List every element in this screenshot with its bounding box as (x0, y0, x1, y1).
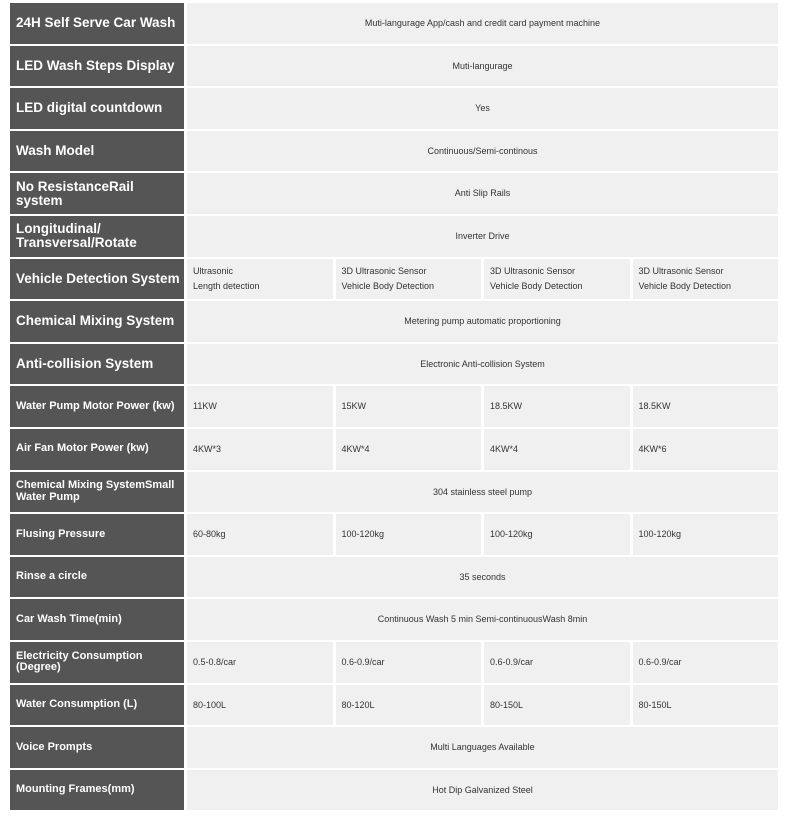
row-values (187, 131, 778, 172)
row-label: Anti-collision System (10, 344, 184, 385)
value-cell: 4KW*4 (484, 429, 630, 470)
value-cell: Muti-langurage App/cash and credit card payment machine (187, 3, 778, 44)
value-cell: Muti-langurage (187, 46, 778, 87)
value-cell: 0.6-0.9/car (484, 642, 630, 683)
row-label: Voice Prompts (10, 727, 184, 768)
value-cell: 0.5-0.8/car (187, 642, 333, 683)
value-cell: 15KW (336, 386, 482, 427)
table-row (10, 770, 778, 811)
row-label: Longitudinal/ Transversal/Rotate (10, 216, 184, 257)
value-cell: Yes (187, 88, 778, 129)
table-row (10, 46, 778, 87)
row-label: No ResistanceRail system (10, 173, 184, 214)
row-label: LED digital countdown (10, 88, 184, 129)
value-cell: 11KW (187, 386, 333, 427)
row-label: Car Wash Time(min) (10, 599, 184, 640)
row-values (187, 599, 778, 640)
table-row (10, 216, 778, 257)
value-cell: 80-150L (484, 685, 630, 726)
row-label: Mounting Frames(mm) (10, 770, 184, 811)
value-cell: 18.5KW (484, 386, 630, 427)
value-cell: 60-80kg (187, 514, 333, 555)
value-cell: Ultrasonic Length detection (187, 259, 333, 300)
value-cell: 80-100L (187, 685, 333, 726)
value-cell: 4KW*3 (187, 429, 333, 470)
value-cell: Inverter Drive (187, 216, 778, 257)
value-cell: 3D Ultrasonic Sensor Vehicle Body Detection (336, 259, 482, 300)
table-row (10, 599, 778, 640)
row-label: Rinse a circle (10, 557, 184, 598)
value-cell: 4KW*6 (633, 429, 779, 470)
table-row (10, 344, 778, 385)
value-cell: 4KW*4 (336, 429, 482, 470)
row-values (187, 173, 778, 214)
row-values (187, 259, 778, 300)
value-cell: Continuous Wash 5 min Semi-continuousWash 8min (187, 599, 778, 640)
table-row (10, 557, 778, 598)
value-cell: 18.5KW (633, 386, 779, 427)
row-label: Electricity Consumption (Degree) (10, 642, 184, 683)
spec-table (10, 3, 778, 812)
value-cell: 100-120kg (484, 514, 630, 555)
row-label: Air Fan Motor Power (kw) (10, 429, 184, 470)
value-cell: 0.6-0.9/car (633, 642, 779, 683)
row-values (187, 216, 778, 257)
table-row (10, 514, 778, 555)
row-values (187, 3, 778, 44)
value-cell: Multi Languages Available (187, 727, 778, 768)
row-values (187, 727, 778, 768)
table-row (10, 685, 778, 726)
table-row (10, 386, 778, 427)
row-label: Flusing Pressure (10, 514, 184, 555)
row-values (187, 472, 778, 513)
row-label: Chemical Mixing System (10, 301, 184, 342)
table-row (10, 131, 778, 172)
table-row (10, 173, 778, 214)
value-cell: 3D Ultrasonic Sensor Vehicle Body Detection (484, 259, 630, 300)
table-row (10, 727, 778, 768)
row-label: Water Consumption (L) (10, 685, 184, 726)
row-values (187, 557, 778, 598)
table-row (10, 429, 778, 470)
row-values (187, 386, 778, 427)
table-row (10, 88, 778, 129)
row-values (187, 770, 778, 811)
value-cell: Anti Slip Rails (187, 173, 778, 214)
table-row (10, 472, 778, 513)
value-cell: 0.6-0.9/car (336, 642, 482, 683)
value-cell: 35 seconds (187, 557, 778, 598)
row-label: LED Wash Steps Display (10, 46, 184, 87)
row-values (187, 685, 778, 726)
table-row (10, 259, 778, 300)
value-cell: 100-120kg (633, 514, 779, 555)
row-values (187, 88, 778, 129)
table-row (10, 301, 778, 342)
value-cell: 80-150L (633, 685, 779, 726)
value-cell: 304 stainless steel pump (187, 472, 778, 513)
value-cell: Continuous/Semi-continous (187, 131, 778, 172)
value-cell: Electronic Anti-collision System (187, 344, 778, 385)
value-cell: 100-120kg (336, 514, 482, 555)
value-cell: Hot Dip Galvanized Steel (187, 770, 778, 811)
row-values (187, 429, 778, 470)
row-label: Chemical Mixing SystemSmall Water Pump (10, 472, 184, 513)
table-row (10, 3, 778, 44)
row-values (187, 514, 778, 555)
row-values (187, 301, 778, 342)
value-cell: 3D Ultrasonic Sensor Vehicle Body Detection (633, 259, 779, 300)
row-label: 24H Self Serve Car Wash (10, 3, 184, 44)
value-cell: 80-120L (336, 685, 482, 726)
row-label: Vehicle Detection System (10, 259, 184, 300)
row-values (187, 344, 778, 385)
row-values (187, 642, 778, 683)
row-label: Water Pump Motor Power (kw) (10, 386, 184, 427)
value-cell: Metering pump automatic proportioning (187, 301, 778, 342)
row-label: Wash Model (10, 131, 184, 172)
table-row (10, 642, 778, 683)
row-values (187, 46, 778, 87)
